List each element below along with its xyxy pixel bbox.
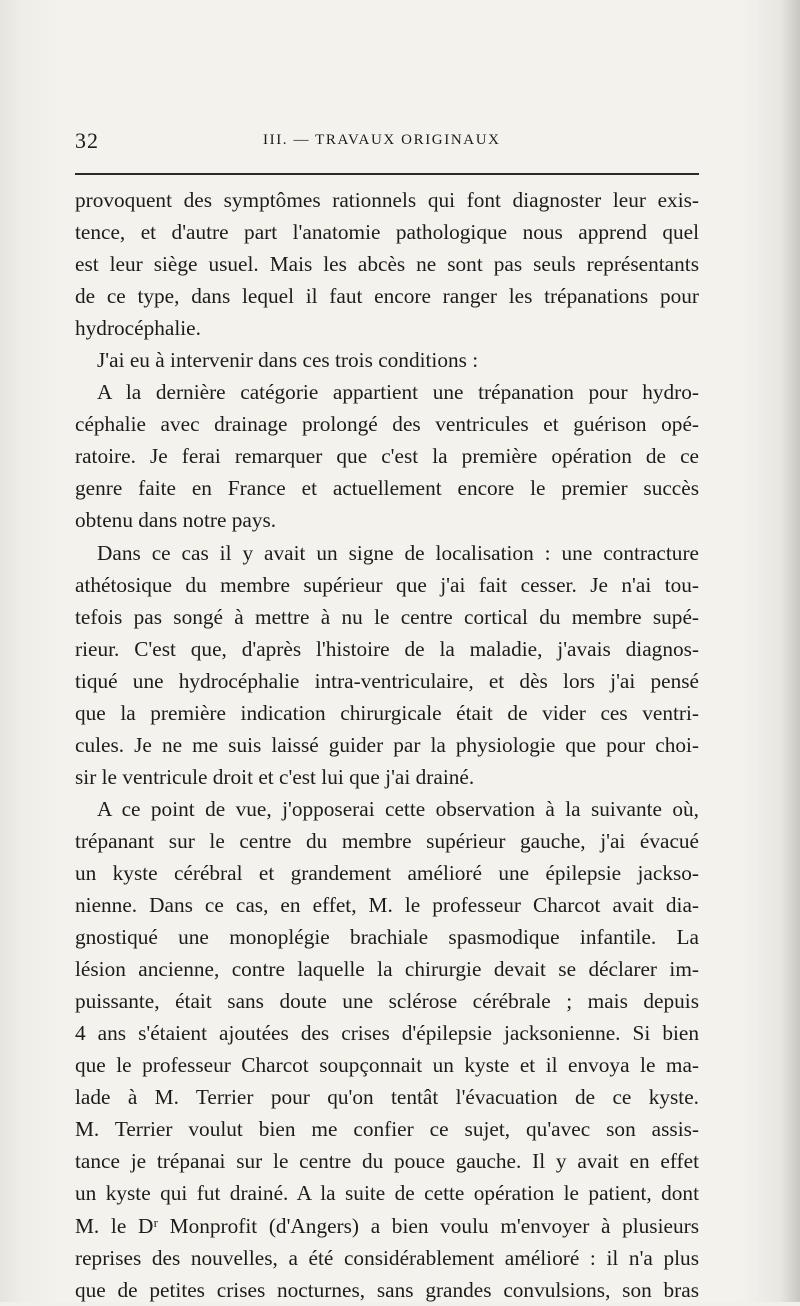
text-line: Dans ce cas il y avait un signe de localisation : une contracture [97,540,699,565]
text-line: nienne. Dans ce cas, en effet, M. le professeur Charcot avait dia- [75,893,699,918]
text-line: genre faite en France et actuellement encore le premier succès [75,476,699,501]
text-line: obtenu dans notre pays. [75,508,277,533]
page-header [75,128,699,158]
text-line: lade à M. Terrier pour qu'on tentât l'évacuation de ce kyste. [75,1085,699,1110]
text-line: gnostiqué une monoplégie brachiale spasmodique infantile. La [75,925,699,950]
page-number: 32 [75,128,99,153]
text-line: tance je trépanai sur le centre du pouce gauche. Il y avait en effet [75,1149,699,1174]
text-line: tence, et d'autre part l'anatomie pathologique nous apprend quel [75,220,699,245]
text-line: tefois pas songé à mettre à nu le centre cortical du membre supé- [75,604,699,629]
header-rule [75,173,699,175]
text-line: de ce type, dans lequel il faut encore ranger les trépanations pour [75,284,699,309]
text-line: provoquent des symptômes rationnels qui font diagnoster leur exis- [75,188,699,212]
text-line: que la première indication chirurgicale était de vider ces ventri- [75,700,699,725]
text-line: puissante, était sans doute une sclérose cérébrale ; mais depuis [75,989,699,1014]
text-line: céphalie avec drainage prolongé des ventricules et guérison opé- [75,412,699,437]
text-line: A la dernière catégorie appartient une trépanation pour hydro- [97,380,699,405]
body-text [75,184,699,1306]
text-line: sir le ventricule droit et c'est lui que j'ai drainé. [75,764,475,789]
text-line: est leur siège usuel. Mais les abcès ne sont pas seuls représentants [75,252,699,277]
text-line: reprises des nouvelles, a été considérablement amélioré : il n'a plus [75,1245,699,1270]
text-line: M. Terrier voulut bien me confier ce sujet, qu'avec son assis- [75,1117,699,1142]
text-line: 4 ans s'étaient ajoutées des crises d'épilepsie jacksonienne. Si bien [75,1021,699,1046]
text-line: trépanant sur le centre du membre supérieur gauche, j'ai évacué [75,828,699,853]
text-line: M. le Dʳ Monprofit (d'Angers) a bien voulu m'envoyer à plusieurs [75,1213,699,1238]
text-line: A ce point de vue, j'opposerai cette observation à la suivante où, [97,796,699,821]
text-line: que de petites crises nocturnes, sans grandes convulsions, son bras [75,1277,699,1302]
running-title: III. — TRAVAUX ORIGINAUX [263,132,501,148]
text-line: tiqué une hydrocéphalie intra-ventriculaire, et dès lors j'ai pensé [75,668,699,693]
text-line: lésion ancienne, contre laquelle la chirurgie devait se déclarer im- [75,957,699,982]
text-line: que le professeur Charcot soupçonnait un kyste et il envoya le ma- [75,1053,699,1078]
text-line: hydrocéphalie. [75,316,201,341]
text-line: un kyste cérébral et grandement amélioré une épilepsie jackso- [75,860,699,885]
text-line: athétosique du membre supérieur que j'ai fait cesser. Je n'ai tou- [75,572,699,597]
text-line: cules. Je ne me suis laissé guider par la physiologie que pour choi- [75,732,699,757]
text-line: ratoire. Je ferai remarquer que c'est la première opération de ce [75,444,699,469]
text-line: un kyste qui fut drainé. A la suite de cette opération le patient, dont [75,1181,699,1206]
text-line: J'ai eu à intervenir dans ces trois conditions : [97,348,479,373]
text-line: rieur. C'est que, d'après l'histoire de la maladie, j'avais diagnos- [75,636,699,661]
